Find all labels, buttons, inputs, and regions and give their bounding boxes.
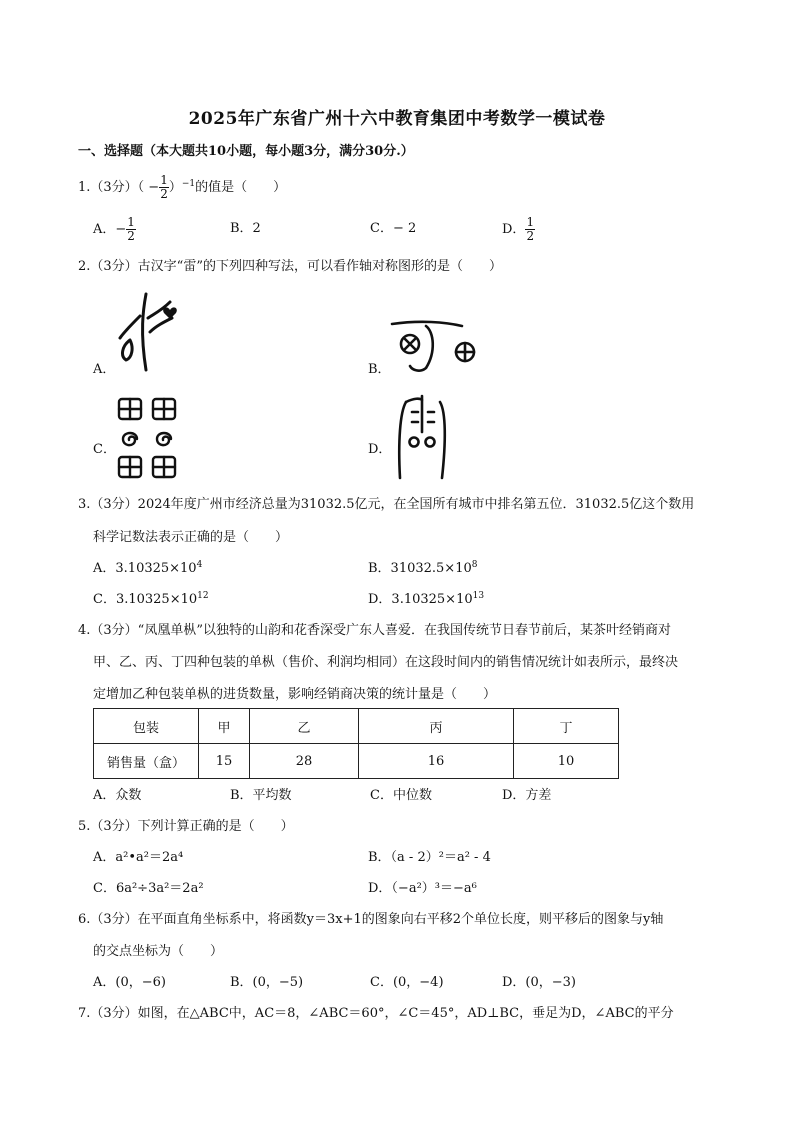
- question-6-stem-line1: 6.（3分）在平面直角坐标系中，将函数y＝3x+1的图象向右平移2个单位长度，则平移后的图象与y轴: [78, 912, 664, 927]
- table-cell: 16: [359, 744, 514, 779]
- q4-option-b: B．平均数: [230, 788, 292, 803]
- q1-option-c: C．− 2: [370, 221, 417, 236]
- lei-glyph-b-image: [390, 318, 480, 378]
- q4-option-c: C．中位数: [370, 788, 432, 803]
- table-cell: 丙: [359, 709, 514, 744]
- question-4-stem-line3: 定增加乙种包装单枞的进货数量，影响经销商决策的统计量是（ ）: [93, 687, 497, 702]
- question-3-stem-line2: 科学记数法表示正确的是（ ）: [93, 530, 289, 545]
- lei-glyph-a-image: [110, 288, 180, 372]
- q5-option-a: A．a²•a²＝2a⁴: [93, 850, 184, 865]
- q6-option-b: B．(0，−5): [230, 975, 304, 990]
- question-6-stem-line2: 的交点坐标为（ ）: [93, 944, 224, 959]
- q1-option-a: A．− $\frac{1}{2}$: [93, 215, 135, 243]
- q5-option-b: B．（a - 2）²＝a² - 4: [368, 850, 491, 865]
- q1-option-d: D． $\frac{1}{2}$: [502, 215, 535, 243]
- q4-option-d: D．方差: [502, 788, 552, 803]
- sales-table: [93, 708, 619, 779]
- q2-option-b: B．: [368, 362, 391, 377]
- question-3-stem-line1: 3.（3分）2024年度广州市经济总量为31032.5亿元，在全国所有城市中排名第五位．31032.5亿这个数用: [78, 497, 695, 512]
- table-cell: 乙: [250, 709, 359, 744]
- table-row: [94, 744, 619, 779]
- q6-option-a: A．(0，−6): [93, 975, 166, 990]
- q1-fraction: $\frac{1}{2}$: [160, 173, 168, 201]
- q4-option-a: A．众数: [93, 788, 142, 803]
- q5-option-c: C．6a²÷3a²＝2a²: [93, 881, 204, 896]
- q1-prefix: 1.（3分）（ −: [78, 180, 160, 195]
- question-1-stem: 1.（3分）（ − $\frac{1}{2}$ ）$^{-1}$的值是（ ）: [78, 173, 287, 201]
- section-heading: 一、选择题（本大题共10小题，每小题3分，满分30分.）: [78, 144, 414, 159]
- q5-option-d: D．（−a²）³＝−a⁶: [368, 881, 477, 896]
- lei-glyph-c-image: [115, 395, 181, 483]
- q3-option-d: D．$3.10325\times 10^{13}$: [368, 591, 485, 607]
- q6-option-c: C．(0，−4): [370, 975, 444, 990]
- q2-option-a: A．: [93, 362, 116, 377]
- table-cell: 包装: [94, 709, 199, 744]
- question-4-stem-line1: 4.（3分）“凤凰单枞”以独特的山韵和花香深受广东人喜爱．在我国传统节日春节前后，某茶叶经销商对: [78, 623, 671, 638]
- table-cell: 销售量（盒）: [94, 744, 199, 779]
- q6-option-d: D．(0，−3): [502, 975, 577, 990]
- page-title: 2025年广东省广州十六中教育集团中考数学一模试卷: [188, 109, 606, 129]
- table-cell: 15: [199, 744, 250, 779]
- table-row: [94, 709, 619, 744]
- question-2-stem: 2.（3分）古汉字“雷”的下列四种写法，可以看作轴对称图形的是（ ）: [78, 259, 502, 274]
- question-5-stem: 5.（3分）下列计算正确的是（ ）: [78, 819, 294, 834]
- question-7-stem-line1: 7.（3分）如图，在△ABC中，AC＝8，∠ABC＝60°，∠C＝45°，AD⊥BC，垂足为D，∠ABC的平分: [78, 1006, 674, 1021]
- table-cell: 28: [250, 744, 359, 779]
- q3-option-c: C．$3.10325\times 10^{12}$: [93, 591, 209, 607]
- question-4-stem-line2: 甲、乙、丙、丁四种包装的单枞（售价、利润均相同）在这段时间内的销售情况统计如表所示，最终决: [93, 655, 679, 670]
- q1-option-b: B．2: [230, 221, 261, 236]
- table-cell: 甲: [199, 709, 250, 744]
- q3-option-b: B．$31032.5\times 10^8$: [368, 560, 478, 576]
- lei-glyph-d-image: [392, 392, 452, 486]
- q2-option-c: C．: [93, 442, 116, 457]
- q2-option-d: D．: [368, 442, 392, 457]
- table-cell: 10: [514, 744, 619, 779]
- q1-exponent: −1: [181, 179, 196, 189]
- q3-option-a: A．$3.10325\times 10^4$: [93, 560, 203, 576]
- q1-suffix: 的值是（ ）: [195, 180, 287, 195]
- table-cell: 丁: [514, 709, 619, 744]
